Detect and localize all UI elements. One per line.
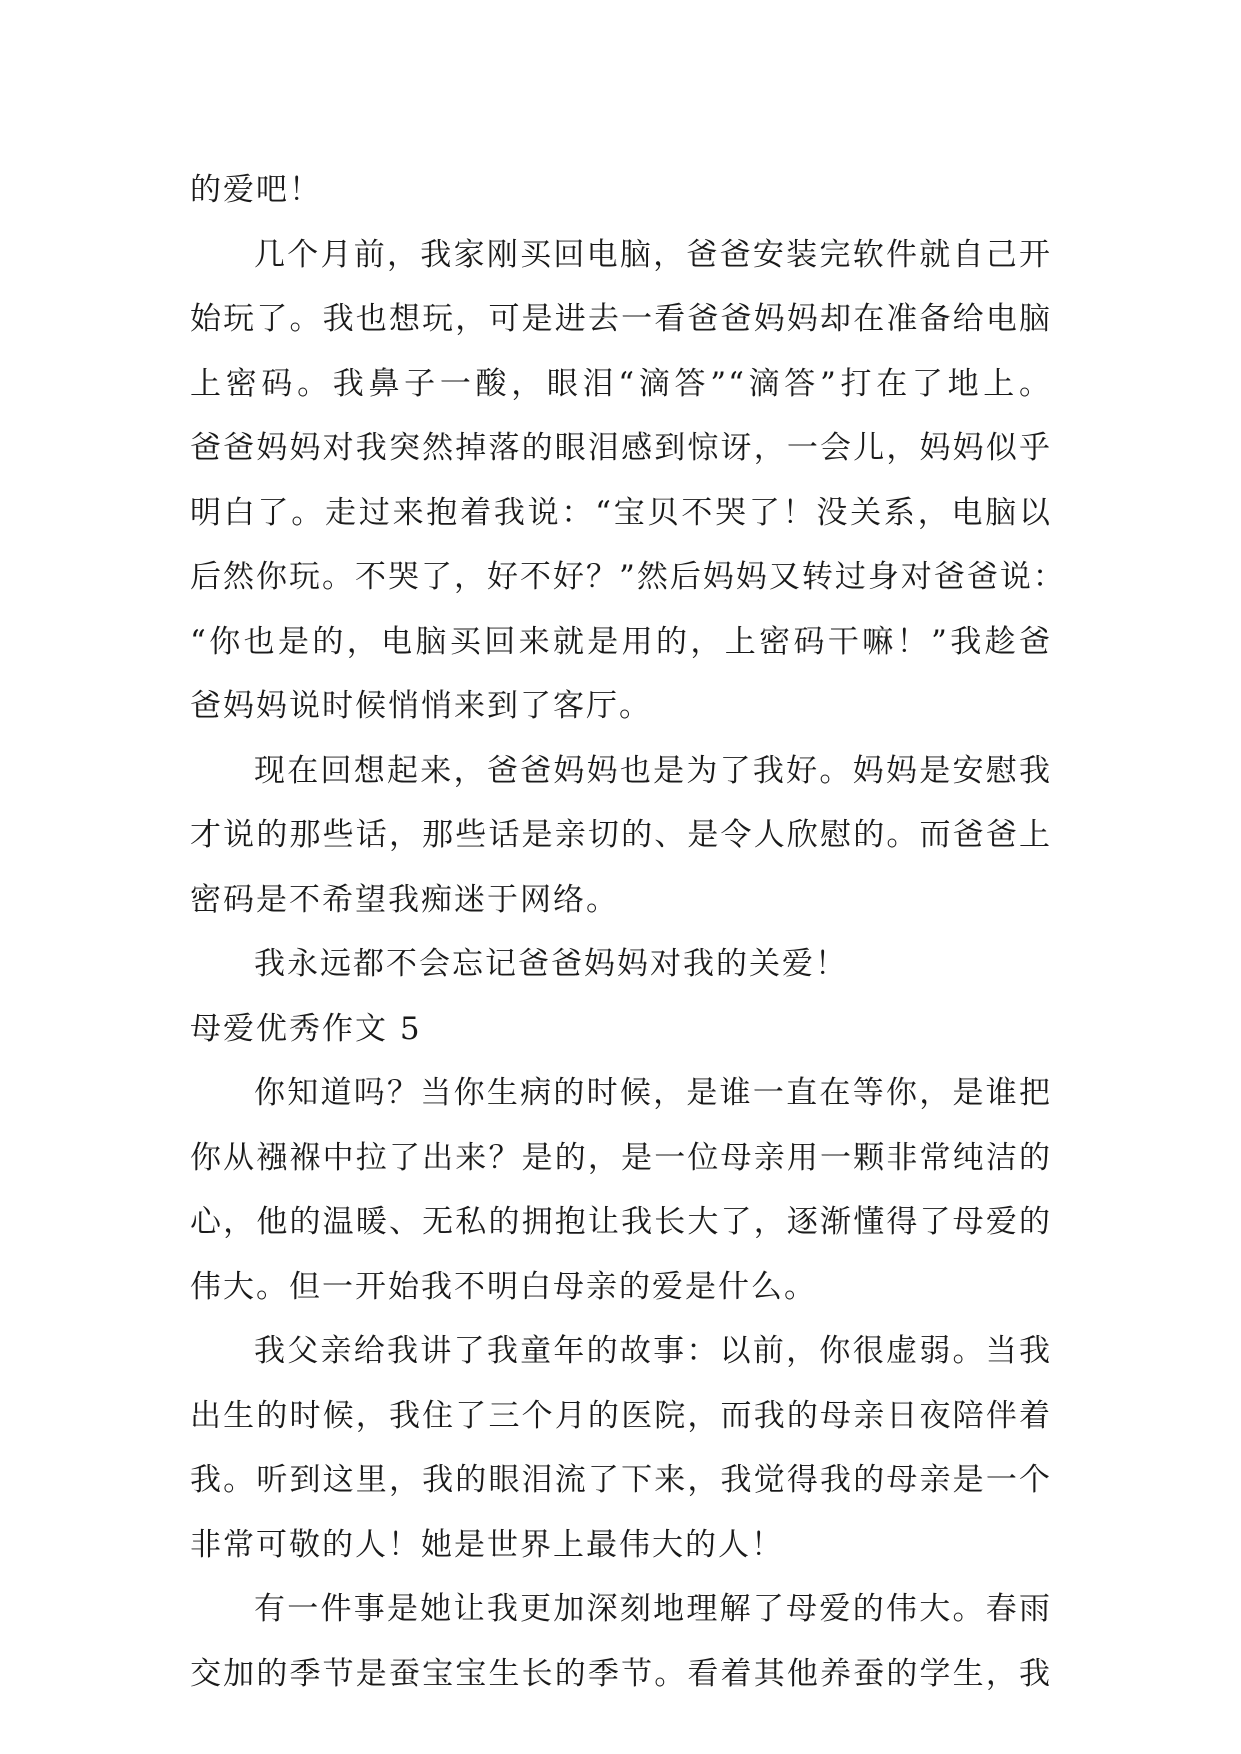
text-line: 密码是不希望我痴迷于网络。	[190, 881, 619, 918]
text-line: 才说的那些话，那些话是亲切的、是令人欣慰的。而爸爸上	[190, 817, 1052, 853]
text-line: 非常可敬的人！她是世界上最伟大的人！	[190, 1526, 784, 1563]
text-line: 我。听到这里，我的眼泪流了下来，我觉得我的母亲是一个	[190, 1462, 1052, 1498]
section-heading: 母爱优秀作文 5	[190, 1010, 422, 1047]
text-line: 现在回想起来，爸爸妈妈也是为了我好。妈妈是安慰我	[254, 752, 1052, 789]
text-line: 伟大。但一开始我不明白母亲的爱是什么。	[190, 1268, 817, 1305]
text-line: 出生的时候，我住了三个月的医院，而我的母亲日夜陪伴着	[190, 1397, 1052, 1434]
text-line: 你从襁褓中拉了出来？是的，是一位母亲用一颗非常纯洁的	[190, 1139, 1052, 1176]
text-line: 有一件事是她让我更加深刻地理解了母爱的伟大。春雨	[254, 1591, 1052, 1627]
text-line: 始玩了。我也想玩，可是进去一看爸爸妈妈却在准备给电脑	[190, 301, 1052, 337]
text-line: 爸爸妈妈对我突然掉落的眼泪感到惊讶，一会儿，妈妈似乎	[190, 430, 1052, 466]
text-line: 心，他的温暖、无私的拥抱让我长大了，逐渐懂得了母爱的	[190, 1204, 1052, 1240]
document-body	[190, 158, 1066, 1706]
text-line: 我永远都不会忘记爸爸妈妈对我的关爱！	[254, 946, 848, 982]
text-line: 爸妈妈说时候悄悄来到了客厅。	[190, 688, 652, 724]
text-line: 明白了。走过来抱着我说：“宝贝不哭了！没关系，电脑以	[190, 494, 1052, 531]
text-line: 交加的季节是蚕宝宝生长的季节。看着其他养蚕的学生，我	[190, 1655, 1052, 1692]
text-line: 后然你玩。不哭了，好不好？”然后妈妈又转过身对爸爸说：	[190, 559, 1066, 595]
text-line: 你知道吗？当你生病的时候，是谁一直在等你，是谁把	[254, 1075, 1052, 1111]
text-line: 的爱吧！	[190, 172, 322, 208]
text-line: 我父亲给我讲了我童年的故事：以前，你很虚弱。当我	[254, 1333, 1052, 1369]
text-line: 上密码。我鼻子一酸，眼泪“滴答”“滴答”打在了地上。	[190, 365, 1052, 402]
text-line: 几个月前，我家刚买回电脑，爸爸安装完软件就自己开	[254, 236, 1052, 273]
text-line: “你也是的，电脑买回来就是用的，上密码干嘛！”我趁爸	[190, 623, 1052, 660]
